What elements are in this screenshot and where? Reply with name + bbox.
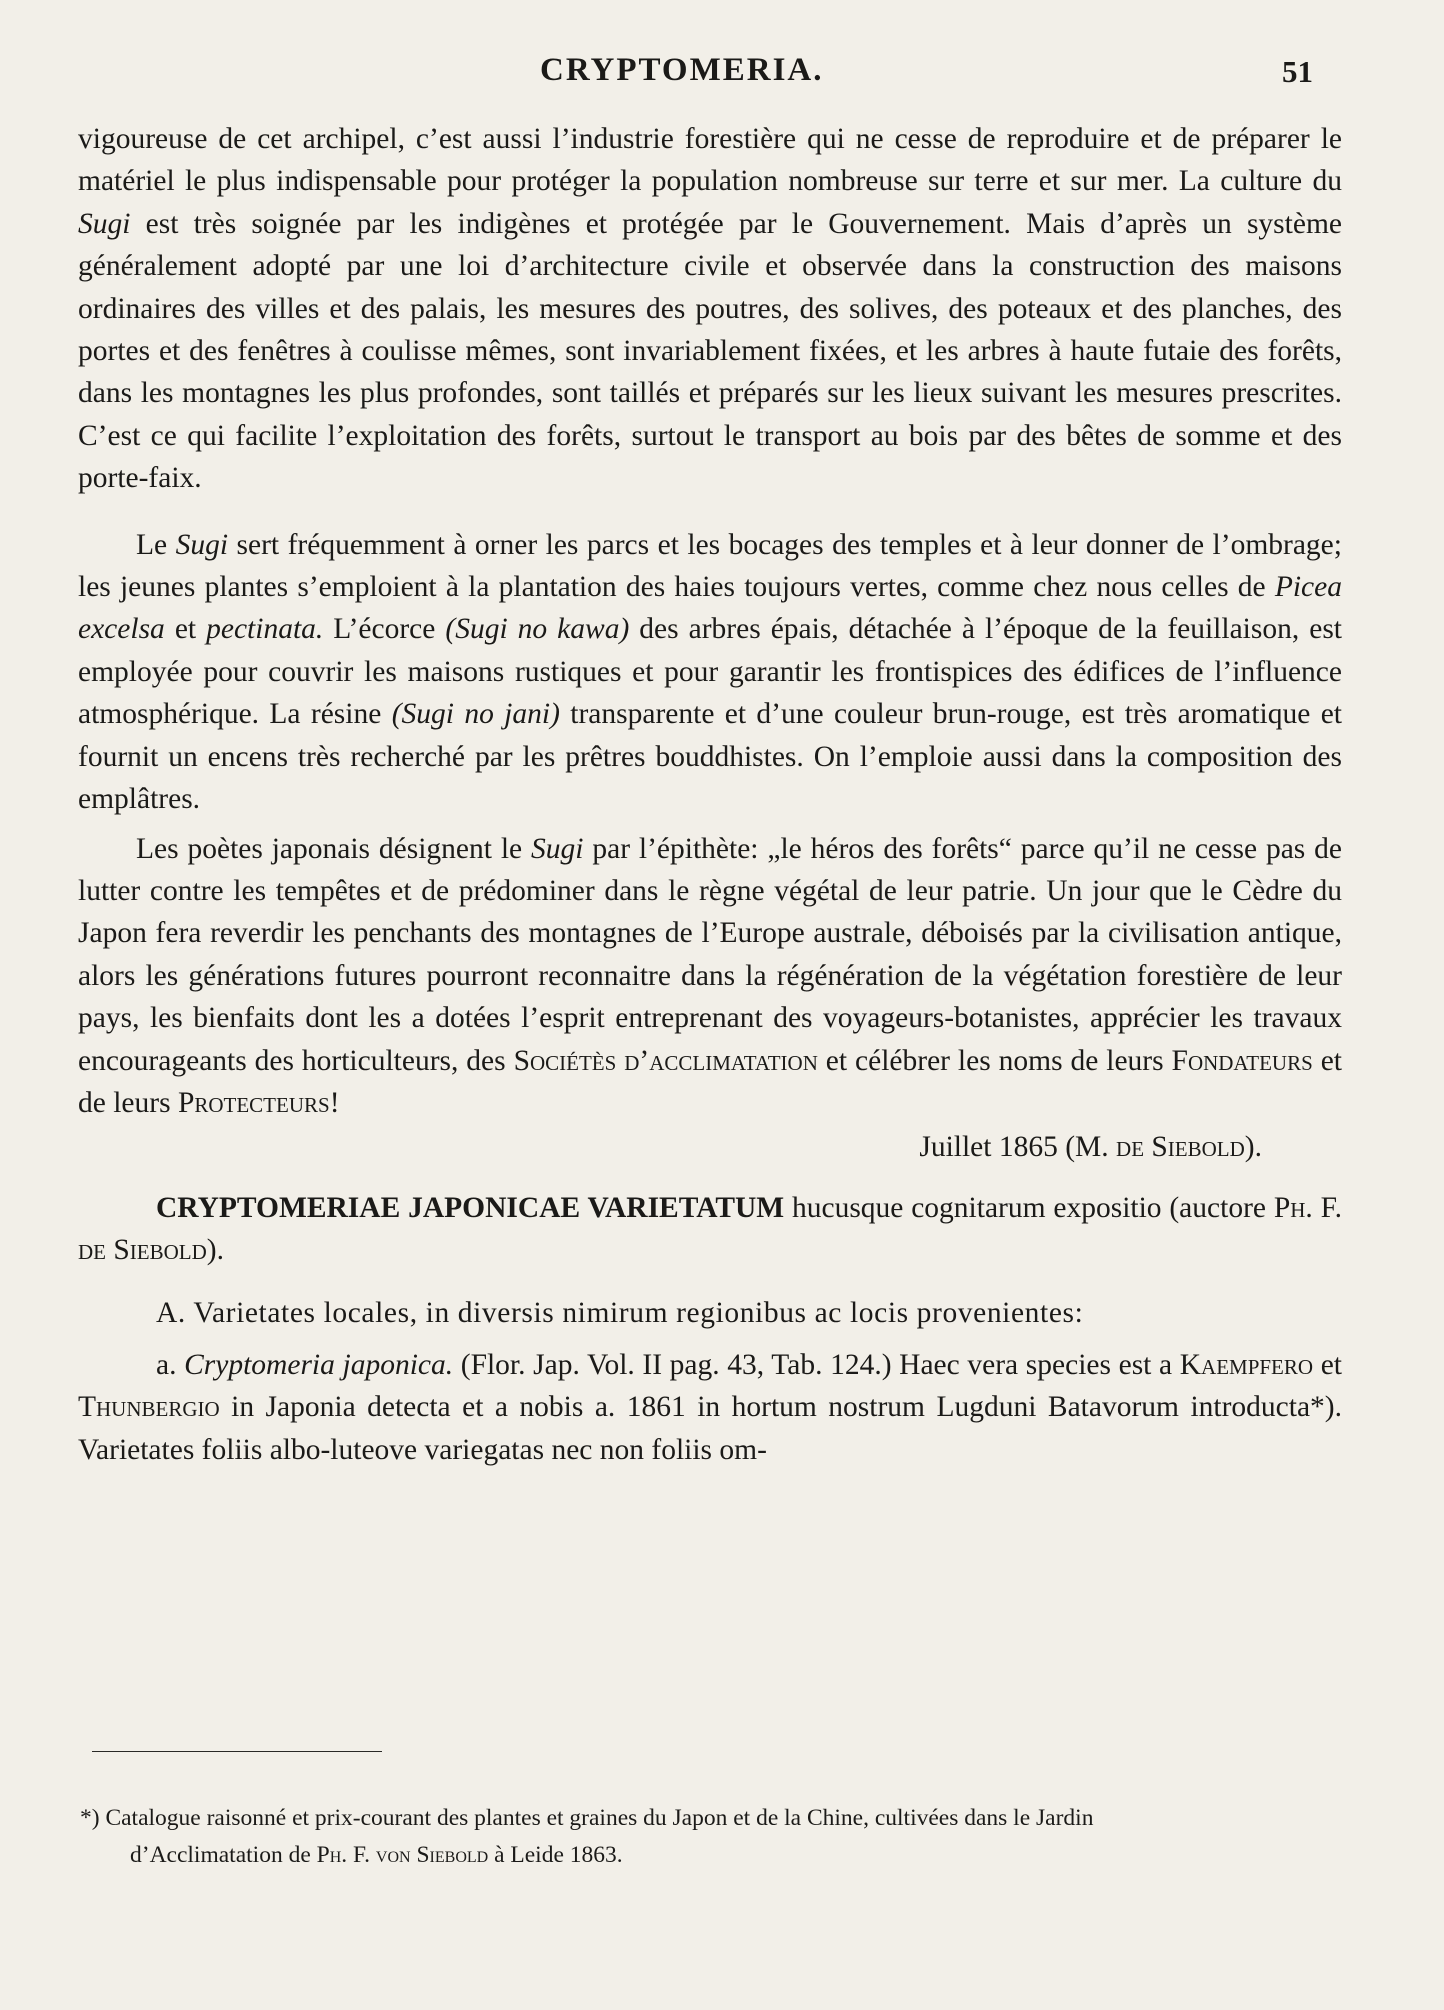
- text-run: transparente et d’une couleur brun-rouge, est très aromatique et fournit un encens très recherché par les prêtres bouddhistes. On l’emploie aussi dans la composition des emplâtres.: [78, 698, 1342, 816]
- text-run: est très soignée par les indigènes et protégée par le Gouvernement. Mais d’après un système généralement adopté par une loi d’architecture civile et observée dans la construction des maisons ordinaires des villes et des palais, les mesures des poutres, des solives, des poteaux et des planches, des portes et des fenêtres à coulisse mêmes, sont invariablement fixées, et les arbres à haute futaie des forêts, dans les montagnes les plus profondes, sont taillés et préparés sur les lieux suivant les mesures prescrites. C’est ce qui facilite l’exploitation des forêts, surtout le transport au bois par des bêtes de somme et des porte-faix.: [78, 207, 1342, 495]
- species-name: Cryptomeria japonica.: [184, 1348, 454, 1381]
- text-run: Le: [136, 528, 176, 561]
- text-run: ).: [1244, 1131, 1262, 1164]
- italic-term: Sugi: [531, 832, 584, 865]
- body-text: [78, 118, 1342, 1471]
- small-caps-term: Thunbergio: [78, 1391, 220, 1424]
- text-run: hucusque cognitarum expositio (auctore: [784, 1191, 1274, 1224]
- running-head: [0, 52, 1444, 92]
- text-run: (Flor. Jap. Vol. II pag. 43, Tab. 124.) Haec vera species est a: [453, 1348, 1180, 1381]
- italic-term: (Sugi no kawa): [445, 613, 630, 646]
- paragraph-poets: [78, 828, 1342, 1125]
- italic-term: pectinata.: [206, 613, 324, 646]
- small-caps-term: Kaempfero: [1179, 1348, 1314, 1381]
- text-run: d’Acclimatation de: [130, 1842, 317, 1868]
- latin-heading: [78, 1187, 1342, 1272]
- footnote-line-2: [80, 1837, 1342, 1874]
- text-run: !: [329, 1086, 340, 1119]
- italic-term: Sugi: [175, 528, 229, 561]
- text-run: à Leide 1863.: [488, 1842, 623, 1868]
- text-run: sert fréquemment à orner les parcs et les bocages des temples et à leur donner de l’ombrage; les jeunes plantes s’emploient à la plantation des haies toujours vertes, comme chez nous celles de: [78, 528, 1342, 604]
- italic-term: (Sugi no jani): [391, 698, 560, 731]
- text-run: et: [1313, 1348, 1342, 1381]
- section-a-heading: A. Varietates locales, in diversis nimirum regionibus ac locis provenientes:: [156, 1296, 1084, 1329]
- text-run: Les poètes japonais désignent le: [136, 832, 532, 865]
- text-run: des arbres épais, détachée à l’époque de la feuillaison, est employée pour couvrir les maisons rustiques et pour garantir les frontispices des édifices de l’influence atmosphérique. La résine: [78, 613, 1342, 731]
- signature-line: [78, 1126, 1342, 1168]
- item-label: a.: [156, 1348, 185, 1381]
- footnote-rule: [92, 1751, 382, 1752]
- text-run: et de leurs: [78, 1044, 1343, 1119]
- signature-name: de Siebold: [1116, 1131, 1245, 1164]
- heading-title: CRYPTOMERIAE JAPONICAE VARIETATUM: [156, 1191, 785, 1224]
- footnote-line: Catalogue raisonné et prix-courant des plantes et graines du Japon et de la Chine, cultivées dans le Jardin: [105, 1805, 1094, 1831]
- small-caps-term: Fondateurs: [1171, 1044, 1313, 1077]
- running-title: CRYPTOMERIA.: [540, 52, 824, 88]
- item-a: [78, 1344, 1342, 1471]
- paragraph-industry: [78, 118, 1342, 500]
- italic-term: Sugi: [78, 207, 131, 240]
- paragraph-uses: [78, 524, 1342, 821]
- author-name: Ph. F. de Siebold: [78, 1191, 1342, 1267]
- text-run: vigoureuse de cet archipel, c’est aussi l’industrie forestière qui ne cesse de reproduire et de préparer le matériel le plus indispensable pour protéger la population nombreuse sur terre et sur mer. La culture du: [78, 123, 1342, 198]
- footnote: [80, 1800, 1342, 1874]
- text-run: et célébrer les noms de leurs: [817, 1044, 1172, 1077]
- small-caps-term: Sociétès d’acclimatation: [513, 1044, 818, 1077]
- text-run: in Japonia detecta et a nobis a. 1861 in hortum nostrum Lugduni Batavorum introducta*). Varietates foliis albo-luteove variegatas nec non foliis om-: [78, 1391, 1342, 1466]
- text-run: par l’épithète: „le héros des forêts“ parce qu’il ne cesse pas de lutter contre les tempêtes et de prédominer dans le règne végétal de leur patrie. Un jour que le Cèdre du Japon fera reverdir les penchants des montagnes de l’Europe australe, déboisés par la civilisation antique, alors les générations futures pourront reconnaitre dans la régénération de la végétation forestière de leur pays, les bienfaits dont les a dotées l’esprit entreprenant des voyageurs-botanistes, apprécier les travaux encourageants des horticulteurs, des: [78, 832, 1342, 1077]
- small-caps-term: Protecteurs: [177, 1086, 330, 1119]
- small-caps-term: Ph. F. von Siebold: [316, 1842, 489, 1868]
- text-run: et: [164, 613, 207, 646]
- page-number: 51: [1282, 54, 1313, 89]
- text-run: L’écorce: [323, 613, 446, 646]
- italic-term: Picea excelsa: [78, 571, 1342, 646]
- signature-date: Juillet 1865 (M.: [919, 1131, 1117, 1164]
- footnote-mark: *): [80, 1805, 106, 1831]
- text-run: ).: [206, 1234, 224, 1267]
